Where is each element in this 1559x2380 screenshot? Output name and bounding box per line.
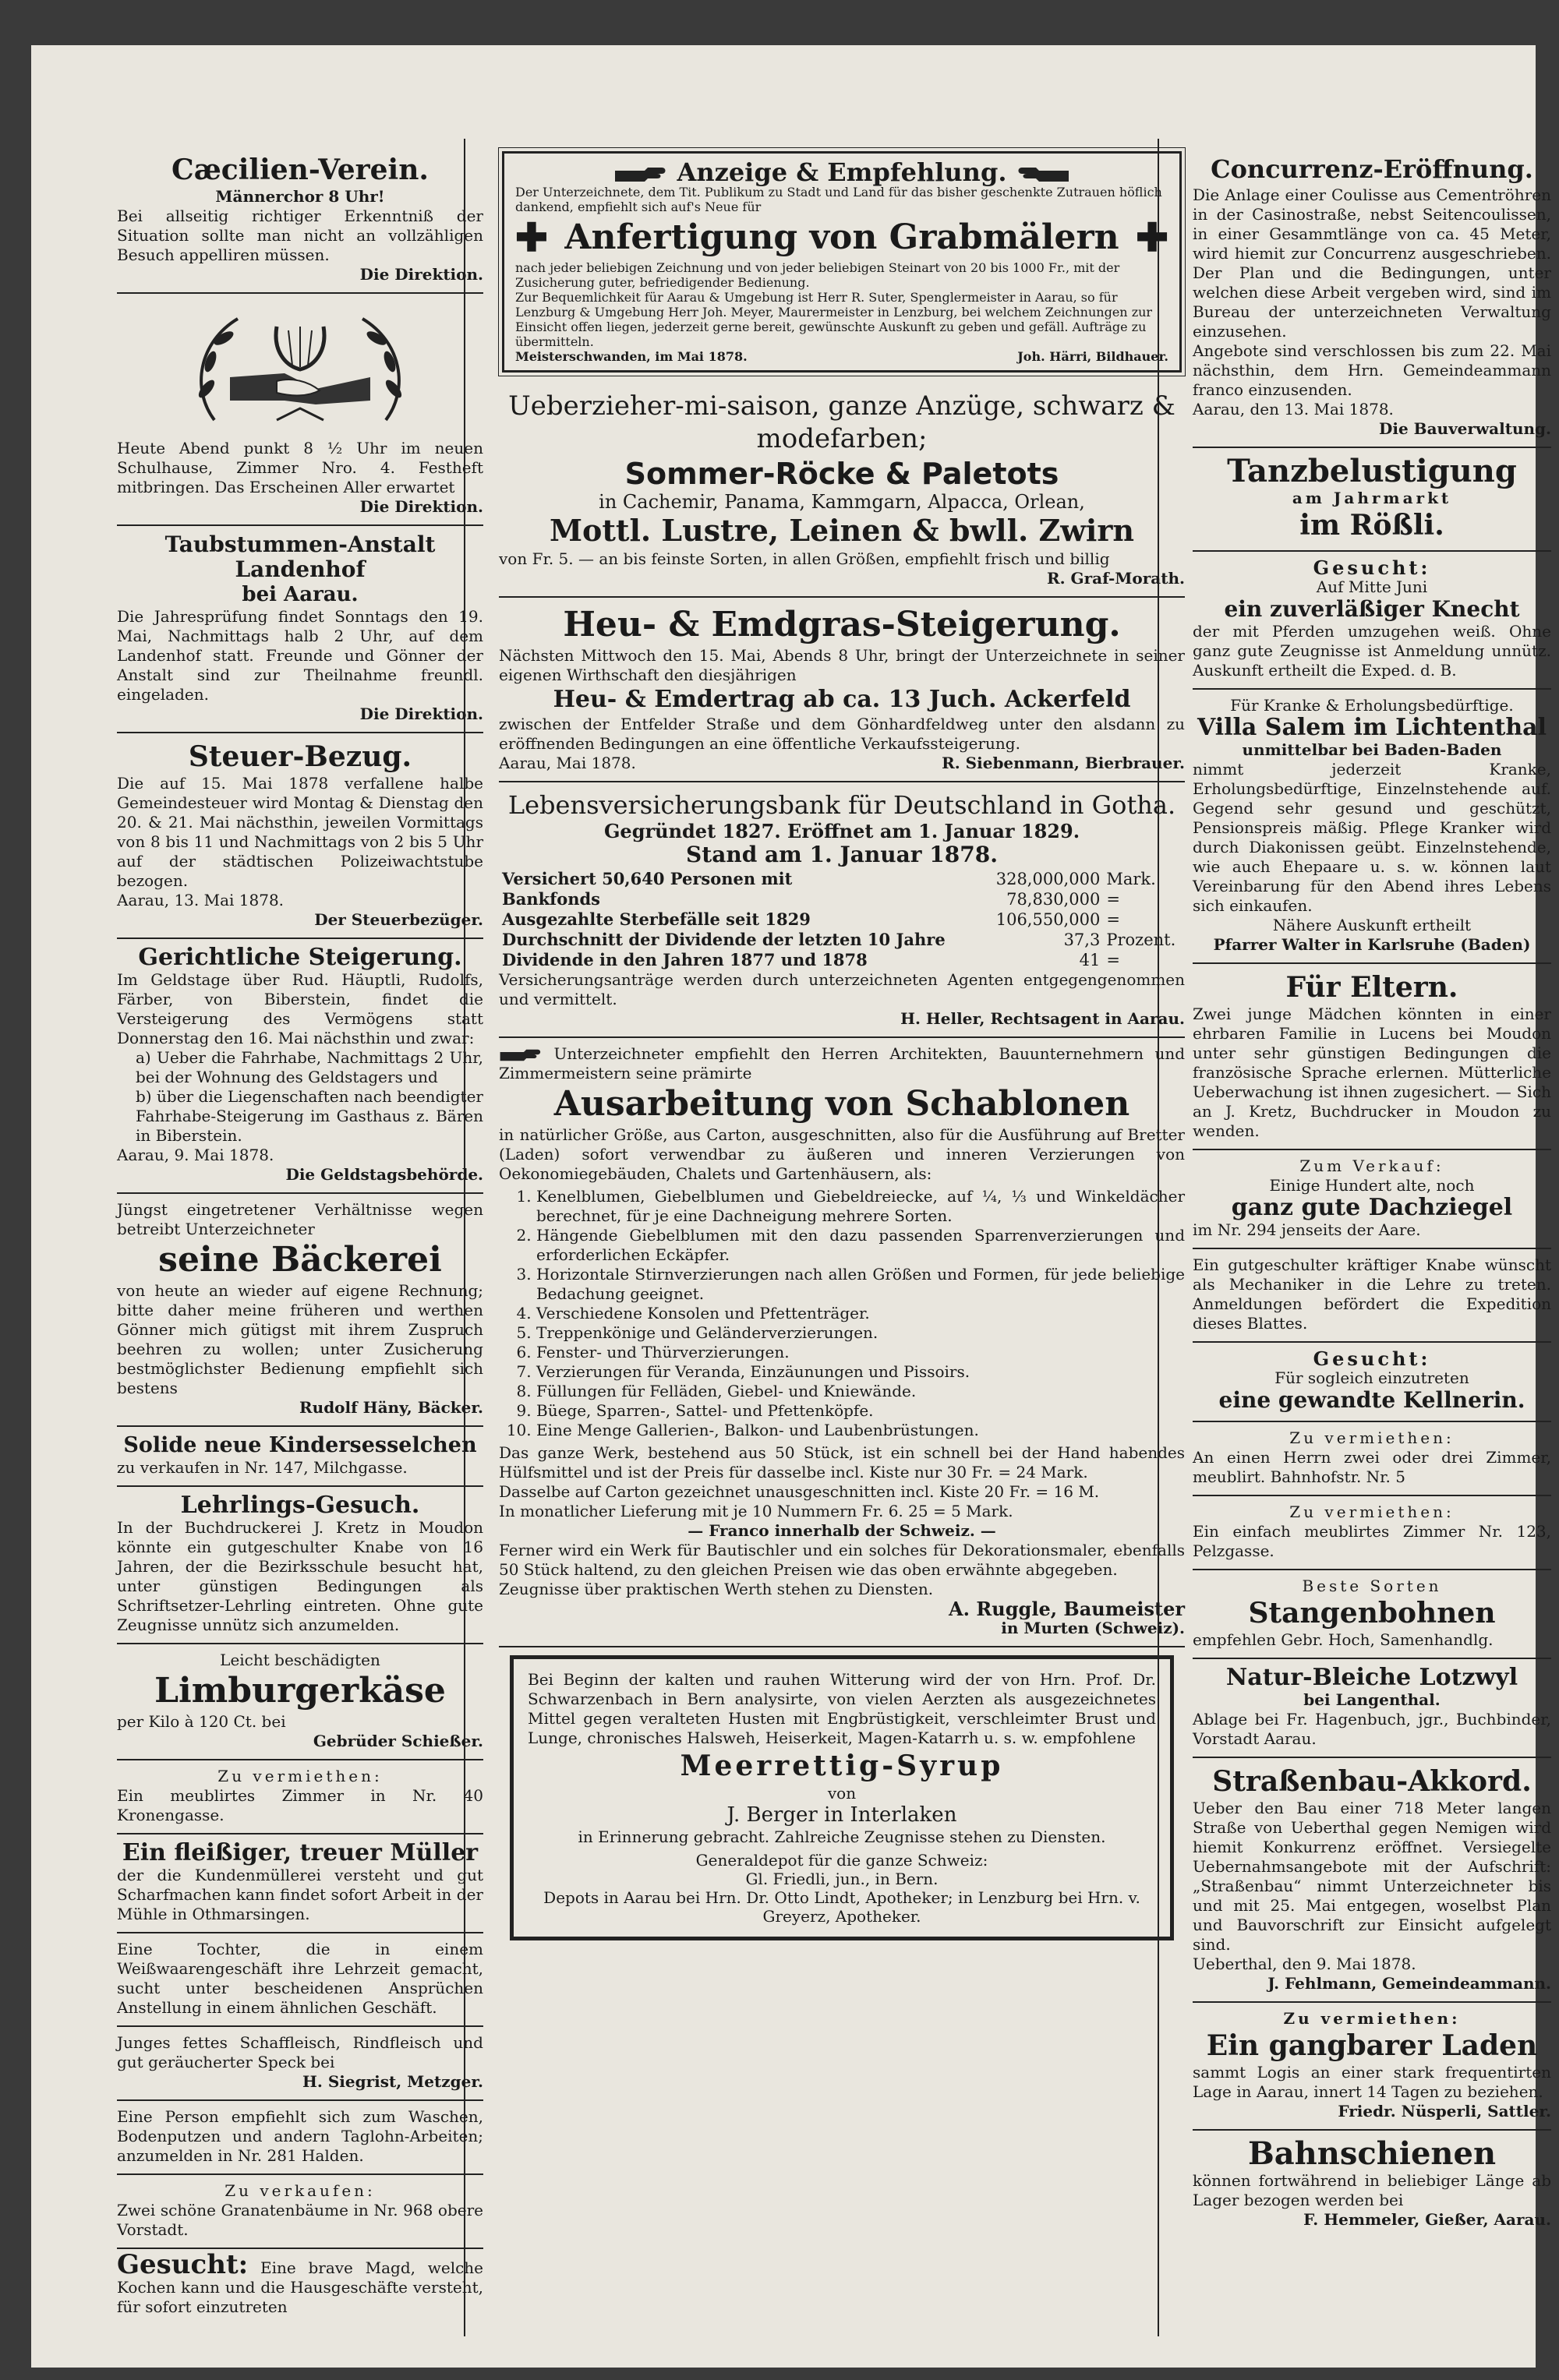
ad-title: Ausarbeitung von Schablonen xyxy=(553,1084,1130,1124)
ad-taubstummen xyxy=(117,526,483,733)
insurance-unit: = xyxy=(1106,910,1120,929)
insurance-row xyxy=(499,909,1185,930)
ad-intro-text: Unterzeichneter empfiehlt den Herren Architekten, Bauunternehmern und Zimmermeistern seine prämirte xyxy=(499,1044,1186,1082)
ad-person xyxy=(117,2101,483,2175)
ad-signature: H. Heller, Rechtsagent in Aarau. xyxy=(900,1009,1185,1028)
ad-body: In der Buchdruckerei J. Kretz in Moudon könnte ein gutgeschulter Knabe von 16 Jahren, der die Bezirksschule besucht hat, unter günstigen Bedingungen als Schriftsetzer-Lehrling eintreten. Ohne gute Zeugnisse unnütz sich anzumelden. xyxy=(117,1518,483,1634)
cross-icon: ✚ xyxy=(515,214,548,260)
ad-graf-morath xyxy=(499,383,1185,598)
ad-date: Aarau, 13. Mai 1878. xyxy=(117,891,285,909)
ad-signature: Joh. Härri, Bildhauer. xyxy=(1017,349,1168,364)
ad-subtitle: am Jahrmarkt xyxy=(1292,489,1452,507)
ad-body: Ein gutgeschulter kräftiger Knabe wünscht als Mechaniker in die Lehre zu treten. Anmeldungen befördert die Expedition dieses Blattes. xyxy=(1193,1255,1551,1333)
list-item: 6. Fenster- und Thürverzierungen. xyxy=(536,1343,1185,1362)
ad-body: Gl. Friedli, jun., in Bern. xyxy=(745,1870,939,1888)
ad-date: Aarau, den 13. Mai 1878. xyxy=(1193,400,1394,418)
ad-tochter xyxy=(117,1933,483,2027)
ad-body: Zeugnisse über praktischen Werth stehen zu Diensten. xyxy=(499,1580,934,1598)
ad-body: Ueber den Bau einer 718 Meter langen Straße von Ueberthal gegen Nemigen wird hiemit Konkurrenz eröffnet. Versiegelte Uebernahmsangebote mit der Aufschrift: „Straßenbau“ nimmt Unterzeichneter bis und mit 25. Mai entgegen, woselbst Plan und Bauvorschrift zur Einsicht aufgelegt sind. xyxy=(1193,1799,1551,1954)
ad-place: im Rößli. xyxy=(1299,509,1444,542)
ad-caecilien xyxy=(117,147,483,294)
ad-body: nimmt jederzeit Kranke, Erholungsbedürftige, Einzelnstehende auf. Gegend sehr gesund und geschützt, Pensionspreis mäßig. Pflege Kranker wird durch Diakonissen geübt. Einzelnstehende, wie auch Ehepaare u. s. w. können laut Vereinbarung für den Abend ihres Lebens sich einkaufen. xyxy=(1193,760,1551,915)
ad-body: Nächsten Mittwoch den 15. Mai, Abends 8 Uhr, bringt der Unterzeichnete in seiner eigenen Wirthschaft den diesjährigen xyxy=(499,646,1185,684)
ad-title: Zu vermiethen: xyxy=(1289,1503,1455,1521)
ad-meerrettig-syrup xyxy=(510,1655,1174,1940)
ad-mueller xyxy=(117,1834,483,1933)
ad-title: seine Bäckerei xyxy=(158,1240,442,1280)
ad-title: Lehrlings-Gesuch. xyxy=(180,1492,420,1519)
insurance-table xyxy=(499,869,1185,970)
insurance-unit: = xyxy=(1106,951,1120,969)
ad-concurrenz xyxy=(1193,147,1551,448)
list-item: 9. Büege, Sparren-, Sattel- und Pfettenköpfe. xyxy=(536,1401,1185,1421)
insurance-value: 106,550,000 xyxy=(995,910,1101,929)
ad-subtitle: Heu- & Emdertrag ab ca. 13 Juch. Ackerfeld xyxy=(553,686,1131,713)
ad-subtitle: Gegründet 1827. Eröffnet am 1. Januar 1829. xyxy=(603,820,1080,842)
ad-body: Generaldepot für die ganze Schweiz: xyxy=(695,1851,988,1870)
ad-signature: F. Hemmeler, Gießer, Aarau. xyxy=(1303,2210,1551,2229)
ad-title: Zu vermiethen: xyxy=(1283,2009,1461,2028)
ad-body: Zwei junge Mädchen könnten in einer ehrbaren Familie in Lucens bei Moudon unter sehr günstigen Bedingungen die französische Sprache erlernen. Mütterliche Ueberwachung ist ihnen zugesichert. — Sich an J. Kretz, Buchdrucker in Moudon zu wenden. xyxy=(1193,1005,1551,1140)
ad-signature: Die Direktion. xyxy=(359,704,483,723)
ad-title: Solide neue Kindersesselchen xyxy=(123,1433,477,1457)
ad-body: Eine Person empfiehlt sich zum Waschen, Bodenputzen und andern Taglohn-Arbeiten; anzumelden in Nr. 281 Halden. xyxy=(117,2107,483,2165)
ad-header-text: Anzeige & Empfehlung. xyxy=(677,157,1007,187)
pointing-hand-left-icon xyxy=(1016,166,1070,183)
ad-title: Ueberzieher-mi-saison, ganze Anzüge, schwarz & modefarben; xyxy=(508,390,1175,454)
ad-eltern xyxy=(1193,964,1551,1150)
ad-title: Für Eltern. xyxy=(1285,971,1458,1004)
ad-body: in Erinnerung gebracht. Zahlreiche Zeugnisse stehen zu Diensten. xyxy=(578,1827,1106,1846)
insurance-value: 37,3 xyxy=(1063,930,1101,949)
ad-body: Depots in Aarau bei Hrn. Dr. Otto Lindt, Apotheker; in Lenzburg bei Hrn. v. Greyerz, Apotheker. xyxy=(543,1888,1140,1926)
ad-signature: Friedr. Nüsperli, Sattler. xyxy=(1338,2102,1551,2120)
ad-title: Gerichtliche Steigerung. xyxy=(138,944,462,971)
ad-body: Heute Abend punkt 8 ½ Uhr im neuen Schulhause, Zimmer Nro. 4. Festheft mitbringen. Das Erscheinen Aller erwartet xyxy=(117,439,483,496)
ad-subtitle: unmittelbar bei Baden-Baden xyxy=(1242,740,1502,759)
ad-body: per Kilo à 120 Ct. bei xyxy=(117,1712,286,1731)
ad-naturbleiche xyxy=(1193,1659,1551,1758)
ad-signature: R. Graf-Morath. xyxy=(1046,569,1185,588)
ad-gericht xyxy=(117,939,483,1194)
insurance-value: 328,000,000 xyxy=(995,870,1101,888)
ad-title: Heu- & Emdgras-Steigerung. xyxy=(563,605,1121,644)
ad-subtitle: bei Langenthal. xyxy=(1303,1690,1441,1709)
ad-body: Angebote sind verschlossen bis zum 22. Mai nächsthin, dem Hrn. Gemeindeammann franco einzusenden. xyxy=(1193,341,1551,399)
ad-kellnerin xyxy=(1193,1343,1551,1422)
ad-body: der die Kundenmüllerei versteht und gut Scharfmachen kann findet sofort Arbeit in der Mühle in Othmarsingen. xyxy=(117,1866,483,1923)
ad-villa-salem xyxy=(1193,690,1551,964)
ad-title: Gesucht: xyxy=(1313,1347,1431,1370)
ad-title: Meerrettig-Syrup xyxy=(680,1750,1004,1782)
ad-subtitle: Stand am 1. Januar 1878. xyxy=(686,842,998,867)
ad-intro: Der Unterzeichnete, dem Tit. Publikum zu Stadt und Land für das bisher geschenkte Zutrauen höflich dankend, empfiehlt sich auf's Neue für xyxy=(515,185,1162,214)
ad-body: Bei Beginn der kalten und rauhen Witterung wird der von Hrn. Prof. Dr. Schwarzenbach in Bern analysirte, von vielen Aerzten als ausgezeichnetes Mittel gegen veralteten Husten mit Engbrüstigkeit, verschleimter Brust und Lunge, chronisches Halsweh, Heiserkeit, Magen-Katarrh u. s. w. empfohlene xyxy=(528,1670,1156,1747)
ad-title: eine gewandte Kellnerin. xyxy=(1218,1387,1525,1413)
ad-signature: Pfarrer Walter in Karlsruhe (Baden) xyxy=(1213,935,1531,954)
ad-intro xyxy=(499,1044,1185,1083)
ad-signature: Die Direktion. xyxy=(359,497,483,516)
list-item: 5. Treppenkönige und Geländerverzierungen. xyxy=(536,1323,1185,1343)
ad-body: empfehlen Gebr. Hoch, Samenhandlg. xyxy=(1193,1630,1494,1649)
ad-title: Cæcilien-Verein. xyxy=(171,154,429,186)
ad-signature: H. Siegrist, Metzger. xyxy=(302,2072,483,2091)
ad-body: im Nr. 294 jenseits der Aare. xyxy=(1193,1220,1421,1239)
ad-signature: Die Bauverwaltung. xyxy=(1379,419,1551,438)
ad-signature: Die Geldstagsbehörde. xyxy=(285,1165,483,1184)
ad-subtitle: Für sogleich einzutreten xyxy=(1274,1368,1469,1387)
list-item: 4. Verschiedene Konsolen und Pfettenträger. xyxy=(536,1304,1185,1323)
ad-lebensversicherung xyxy=(499,782,1185,1038)
ad-body: Die Anlage einer Coulisse aus Cementröhren in der Casinostraße, nebst Seitencoulissen, in einer Gesammtlänge von ca. 45 Meter, wird hiemit zur Concurrenz ausgeschrieben. Der Plan und die Bedingungen, unter welchen diese Arbeit vergeben wird, sind im Bureau der unterzeichneten Verwaltung einzusehen. xyxy=(1193,185,1551,341)
ad-title: Zu verkaufen: xyxy=(224,2181,376,2200)
ad-subtitle: Männerchor 8 Uhr! xyxy=(215,187,385,206)
ad-title: Tanzbelustigung xyxy=(1227,453,1517,489)
ad-body: Eine brave Magd, welche Kochen kann und die Hausgeschäfte versteht, für sofort einzutreten xyxy=(117,2258,484,2316)
ad-body: An einen Herrn zwei oder drei Zimmer, meublirt. Bahnhofstr. Nr. 5 xyxy=(1193,1448,1551,1486)
insurance-unit: = xyxy=(1106,890,1120,909)
ad-body: Eine Tochter, die in einem Weißwaarengeschäft ihre Lehrzeit gemacht, sucht unter bescheidenen Ansprüchen Anstellung in einem ähnlichen Geschäft. xyxy=(117,1940,483,2017)
insurance-value: 78,830,000 xyxy=(1006,890,1101,909)
ad-body: Junges fettes Schaffleisch, Rindfleisch und gut geräucherter Speck bei xyxy=(117,2033,483,2071)
ad-strassenbau xyxy=(1193,1758,1551,2003)
ad-kindersessel xyxy=(117,1427,483,1487)
list-item: 8. Füllungen für Felläden, Giebel- und Kniewände. xyxy=(536,1382,1185,1401)
ad-body: der mit Pferden umzugehen weiß. Ohne ganz gute Zeugnisse ist Anmeldung unnütz. Auskunft ertheilt die Exped. d. B. xyxy=(1193,622,1551,680)
ad-subtitle: bei Aarau. xyxy=(242,583,359,606)
ad-intro: Leicht beschädigten xyxy=(220,1651,380,1669)
ad-place: Meisterschwanden, im Mai 1878. xyxy=(515,349,748,364)
insurance-row xyxy=(499,889,1185,909)
ad-body: in natürlicher Größe, aus Carton, ausgeschnitten, also für die Ausführung auf Bretter (Laden) sofort verwendbar zu äußeren und inneren Verzierungen von Oekonomiegebäuden, Chalets und Gartenhäusern, als: xyxy=(499,1125,1185,1183)
ad-subtitle: Beste Sorten xyxy=(1302,1577,1442,1595)
ad-grabmaeler xyxy=(502,151,1182,373)
pointing-hand-right-icon xyxy=(499,1047,543,1064)
insurance-row xyxy=(499,930,1185,950)
ad-body: zwischen der Entfelder Straße und dem Gönhardfeldweg unter den alsdann zu eröffnenden Bedingungen an eine öffentliche Verkaufssteigerung. xyxy=(499,715,1185,753)
insurance-label: Versichert 50,640 Personen mit xyxy=(502,869,793,888)
ad-steuer xyxy=(117,733,483,939)
ad-signature: in Murten (Schweiz). xyxy=(1001,1619,1185,1637)
ad-title: ein zuverläßiger Knecht xyxy=(1224,596,1520,622)
ad-vermiethen-1 xyxy=(117,1760,483,1834)
ad-title: Gesucht: xyxy=(1313,556,1431,579)
list-item: 3. Horizontale Stirnverzierungen nach allen Größen und Formen, für jede beliebige Bedachung geeignet. xyxy=(536,1265,1185,1304)
ad-title: Zu vermiethen: xyxy=(1289,1428,1455,1447)
ad-knecht xyxy=(1193,552,1551,690)
ad-heu xyxy=(499,598,1185,782)
ad-title: ganz gute Dachziegel xyxy=(1231,1194,1513,1221)
ad-date: Ueberthal, den 9. Mai 1878. xyxy=(1193,1954,1416,1973)
ad-text: in Cachemir, Panama, Kammgarn, Alpacca, Orlean, xyxy=(599,491,1085,513)
ad-signature: Die Direktion. xyxy=(359,265,483,284)
ad-body: zu verkaufen in Nr. 147, Milchgasse. xyxy=(117,1458,408,1477)
ad-schaffleisch xyxy=(117,2027,483,2101)
cross-icon: ✚ xyxy=(1136,214,1168,260)
ad-tanz xyxy=(1193,448,1551,552)
ad-title: Villa Salem im Lichtenthal xyxy=(1197,714,1547,741)
ad-body: — Franco innerhalb der Schweiz. — xyxy=(688,1521,996,1540)
ad-limburger xyxy=(117,1644,483,1760)
insurance-label: Dividende in den Jahren 1877 und 1878 xyxy=(502,950,868,969)
insurance-value: 41 xyxy=(1079,951,1101,969)
ad-intro: Für Kranke & Erholungsbedürftige. xyxy=(1230,696,1514,715)
template-list xyxy=(521,1187,1185,1440)
ad-signature: Der Steuerbezüger. xyxy=(314,910,483,929)
list-item: 1. Kenelblumen, Giebelblumen und Giebeldreiecke, auf ¼, ⅓ und Winkeldächer berechnet, für je eine Dachneigung mehrere Sorten. xyxy=(536,1187,1185,1226)
insurance-label: Durchschnitt der Dividende der letzten 10 Jahre xyxy=(502,930,946,949)
ad-body: In monatlicher Lieferung mit je 10 Nummern Fr. 6. 25 = 5 Mark. xyxy=(499,1502,1013,1520)
ad-body: Das ganze Werk, bestehend aus 50 Stück, ist ein schnell bei der Hand habendes Hülfsmittel und ist der Preis für dasselbe incl. Kiste nur 30 Fr. = 24 Mark. xyxy=(499,1443,1185,1481)
ad-gesucht xyxy=(117,2249,483,2325)
insurance-unit: Mark. xyxy=(1106,870,1156,888)
ad-bahnschienen xyxy=(1193,2131,1551,2237)
ad-title: Zu vermiethen: xyxy=(217,1767,383,1785)
ad-lehrling xyxy=(117,1487,483,1644)
handshake-lyre-emblem-icon xyxy=(183,303,417,436)
ad-dachziegel xyxy=(1193,1150,1551,1249)
list-item: 10. Eine Menge Gallerien-, Balkon- und Laubenbrüstungen. xyxy=(536,1421,1185,1440)
insurance-row xyxy=(499,950,1185,970)
ad-body: nach jeder beliebigen Zeichnung und von jeder beliebigen Steinart von 20 bis 1000 Fr., mit der Zusicherung guter, befriedigender Bedienung. xyxy=(515,260,1120,290)
ad-title: Straßenbau-Akkord. xyxy=(1212,1765,1532,1798)
ad-title: Ein gangbarer Laden xyxy=(1206,2029,1538,2062)
ad-body: können fortwährend in beliebiger Länge ab Lager bezogen werden bei xyxy=(1193,2171,1551,2209)
list-item: 7. Verzierungen für Veranda, Einzäunungen und Pissoirs. xyxy=(536,1362,1185,1382)
ad-title: Stangenbohnen xyxy=(1248,1597,1496,1630)
ad-title: Bahnschienen xyxy=(1247,2135,1497,2172)
ad-knabe xyxy=(1193,1249,1551,1343)
ad-body: sammt Logis an einer stark frequentirten Lage in Aarau, innert 14 Tagen zu beziehen. xyxy=(1193,2063,1551,2101)
ad-subtitle: Einige Hundert alte, noch xyxy=(1269,1176,1475,1195)
ad-verkaufen xyxy=(117,2175,483,2249)
ad-date: Aarau, Mai 1878. xyxy=(499,754,636,772)
ad-title-row xyxy=(515,214,1168,260)
left-column xyxy=(117,147,483,2325)
ad-body: Ablage bei Fr. Hagenbuch, jgr., Buchbinder, Vorstadt Aarau. xyxy=(1193,1710,1551,1748)
ad-laden xyxy=(1193,2003,1551,2131)
ad-body: von heute an wieder auf eigene Rechnung; bitte daher meine früheren und werthen Gönner mich gütigst mit ihrem Zuspruch beehren zu wollen; unter Zusicherung bestmöglichster Bedienung empfiehlt sich bestens xyxy=(117,1281,483,1397)
ad-body: von Fr. 5. — an bis feinste Sorten, in allen Größen, empfiehlt frisch und billig xyxy=(499,549,1110,568)
ad-body: Ein meublirtes Zimmer in Nr. 40 Kronengasse. xyxy=(117,1786,483,1824)
ad-body: Nähere Auskunft ertheilt xyxy=(1272,916,1472,934)
ad-subtitle: J. Berger in Interlaken xyxy=(726,1803,957,1827)
ad-signature: Rudolf Häny, Bäcker. xyxy=(299,1398,483,1417)
ad-footer xyxy=(515,349,1168,364)
ad-body: Im Geldstage über Rud. Häuptli, Rudolfs, Färber, von Biberstein, findet die Versteigerung des Vermögens statt Donnerstag den 16. Mai nächsthin und zwar: xyxy=(117,970,483,1047)
ad-title: Steuer-Bezug. xyxy=(188,740,412,773)
ad-body: Zur Bequemlichkeit für Aarau & Umgebung ist Herr R. Suter, Spenglermeister in Aarau, so für Lenzburg & Umgebung Herr Joh. Meyer, Maurermeister in Lenzburg, bei welchem Zeichnungen zur Einsicht offen liegen, jederzeit gerne bereit, gewünschte Auskunft zu geben und gefäll. Aufträge zu übermitteln. xyxy=(515,290,1153,349)
ad-intro: Jüngst eingetretener Verhältnisse wegen betreibt Unterzeichneter xyxy=(117,1200,483,1238)
ad-signature: J. Fehlmann, Gemeindeammann. xyxy=(1267,1974,1551,1993)
ad-body: Versicherungsanträge werden durch unterzeichneten Agenten entgegengenommen und vermittelt. xyxy=(499,970,1185,1008)
ad-title: Ein fleißiger, treuer Müller xyxy=(122,1839,479,1866)
ad-subtitle: Sommer-Röcke & Paletots xyxy=(624,457,1059,491)
newspaper-page xyxy=(31,45,1551,2368)
ad-item: a) Ueber die Fahrhabe, Nachmittags 2 Uhr, bei der Wohnung des Geldstagers und xyxy=(136,1048,483,1086)
ad-body: Ferner wird ein Werk für Bautischler und ein solches für Dekorationsmaler, ebenfalls 50 Stück haltend, zu den gleichen Preisen wie das oben erwähnte abgegeben. xyxy=(499,1541,1185,1579)
ad-body: Dasselbe auf Carton gezeichnet unausgeschnitten incl. Kiste 20 Fr. = 16 M. xyxy=(499,1482,1100,1501)
ad-body: Zwei schöne Granatenbäume in Nr. 968 obere Vorstadt. xyxy=(117,2201,483,2239)
ad-signature: A. Ruggle, Baumeister xyxy=(949,1598,1185,1620)
ad-title: Zum Verkauf: xyxy=(1299,1156,1444,1175)
ad-text: von xyxy=(827,1784,857,1803)
ad-title: Natur-Bleiche Lotzwyl xyxy=(1225,1664,1518,1691)
pointing-hand-right-icon xyxy=(613,166,668,183)
list-item: 2. Hängende Giebelblumen mit den dazu passenden Sparrenverzierungen und erforderlichen Eckäpfer. xyxy=(536,1226,1185,1265)
ad-body: Ein einfach meublirtes Zimmer Nr. 123, Pelzgasse. xyxy=(1193,1522,1551,1560)
ad-schablonen xyxy=(499,1038,1185,1647)
insurance-row xyxy=(499,869,1185,889)
ad-footer xyxy=(499,754,1185,773)
ad-body: Die Jahresprüfung findet Sonntags den 19. Mai, Nachmittags halb 2 Uhr, auf dem Landenhof statt. Freunde und Gönner der Anstalt sind zur Theilnahme freundl. eingeladen. xyxy=(117,607,483,704)
ad-item: b) über die Liegenschaften nach beendigter Fahrhabe-Steigerung im Gasthaus z. Bären in Biberstein. xyxy=(136,1087,483,1145)
ad-vermiethen-2 xyxy=(1193,1422,1551,1496)
ad-date: Aarau, 9. Mai 1878. xyxy=(117,1146,274,1164)
ad-title: Limburgerkäse xyxy=(154,1671,446,1711)
middle-column xyxy=(499,147,1185,1948)
ad-body: Die auf 15. Mai 1878 verfallene halbe Gemeindesteuer wird Montag & Dienstag den 20. & 21. Mai nächsthin, jeweilen Vormittags von 8 bis 11 und Nachmittags von 2 bis 5 Uhr auf der städtischen Polizeiwachtstube bezogen. xyxy=(117,774,483,890)
ad-title: Taubstummen-Anstalt Landenhof xyxy=(164,531,436,582)
ad-emblem xyxy=(117,294,483,526)
ad-body: Bei allseitig richtiger Erkenntniß der Situation sollte man nicht an vollzähligen Besuch appelliren müssen. xyxy=(117,207,483,264)
ad-signature: Gebrüder Schießer. xyxy=(313,1732,483,1750)
ad-signature: R. Siebenmann, Bierbrauer. xyxy=(942,754,1185,772)
ad-vermiethen-3 xyxy=(1193,1496,1551,1570)
ad-subtitle: Mottl. Lustre, Leinen & bwll. Zwirn xyxy=(549,513,1135,548)
ad-baeckerei xyxy=(117,1194,483,1427)
ad-title: Gesucht: xyxy=(117,2249,249,2280)
ad-subtitle: Auf Mitte Juni xyxy=(1316,577,1428,596)
insurance-unit: Prozent. xyxy=(1106,930,1176,949)
right-column xyxy=(1193,147,1551,2237)
ad-title: Lebensversicherungsbank für Deutschland in Gotha. xyxy=(507,790,1176,820)
ad-title: Concurrenz-Eröffnung. xyxy=(1211,154,1533,184)
ad-header xyxy=(515,157,1168,187)
ad-stangenbohnen xyxy=(1193,1570,1551,1659)
insurance-label: Bankfonds xyxy=(502,889,600,909)
insurance-label: Ausgezahlte Sterbefälle seit 1829 xyxy=(502,909,811,929)
ad-title: Anfertigung von Grabmälern xyxy=(564,217,1119,257)
